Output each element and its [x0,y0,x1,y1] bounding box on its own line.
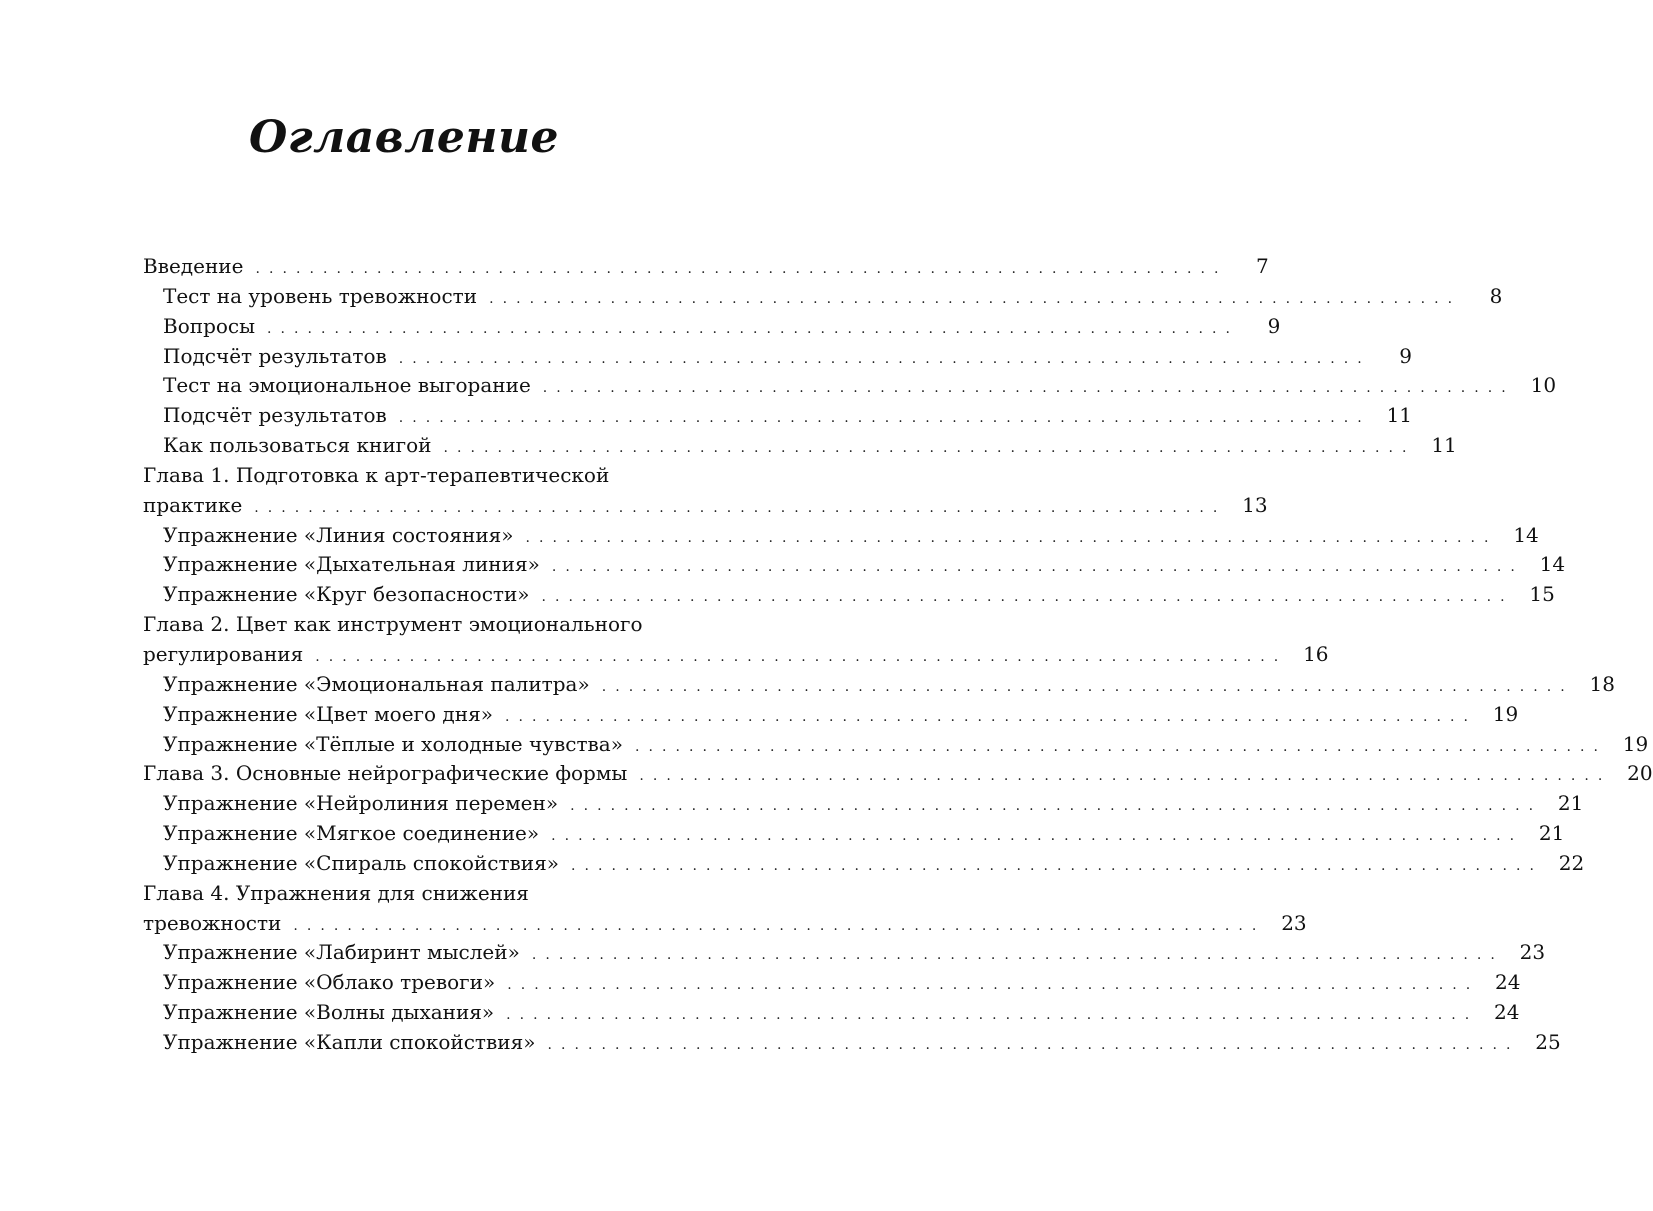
toc-entry-page-number: 22 [1558,850,1585,875]
dot-leader: . . . . . . . . . . . . . . . . . . . . . . . . . . . . . . . . . . . . . . . . . . . . . . . . . . . . . . . . . . . . . . . . . . . . . . . . [570,857,1537,874]
toc-entry[interactable] [143,401,1413,431]
toc-entry-label: Тест на уровень тревожности [163,283,478,308]
dot-leader: . . . . . . . . . . . . . . . . . . . . . . . . . . . . . . . . . . . . . . . . . . . . . . . . . . . . . . . . . . . . . . . . . . . . . . . . [547,1036,1513,1053]
toc-entry[interactable] [143,909,1307,939]
toc-entry-page-number: 14 [1513,522,1539,547]
dot-leader: . . . . . . . . . . . . . . . . . . . . . . . . . . . . . . . . . . . . . . . . . . . . . . . . . . . . . . . . . . . . . . . . . . . . . . . . [507,977,1473,994]
toc-entry-page-number: 18 [1589,671,1615,696]
toc-entry-label: Упражнение «Тёплые и холодные чувства» [163,731,623,756]
dot-leader: . . . . . . . . . . . . . . . . . . . . . . . . . . . . . . . . . . . . . . . . . . . . . . . . . . . . . . . . . . . . . . . . . . . . . . . . [255,261,1221,277]
dot-leader: . . . . . . . . . . . . . . . . . . . . . . . . . . . . . . . . . . . . . . . . . . . . . . . . . . . . . . . . . . . . . . . . . . . . . . . . [489,290,1455,307]
toc-entry-page-number: 10 [1530,373,1557,398]
dot-leader: . . . . . . . . . . . . . . . . . . . . . . . . . . . . . . . . . . . . . . . . . . . . . . . . . . . . . . . . . . . . . . . . . . . . . . . . [634,738,1601,755]
toc-entry-label: Глава 2. Цвет как инструмент эмоционального [143,612,643,637]
dot-leader: . . . . . . . . . . . . . . . . . . . . . . . . . . . . . . . . . . . . . . . . . . . . . . . . . . . . . . . . . . . . . . . . . . . . . . . . [398,350,1365,367]
toc-entry-page-number: 19 [1622,731,1649,756]
toc-entry[interactable] [143,550,1566,580]
toc-entry[interactable] [143,730,1649,760]
toc-entry[interactable] [143,879,715,909]
dot-leader: . . . . . . . . . . . . . . . . . . . . . . . . . . . . . . . . . . . . . . . . . . . . . . . . . . . . . . . . . . . . . . . . . . . . . . . . [267,320,1233,337]
page-title: Оглавление [249,112,559,163]
dot-leader: . . . . . . . . . . . . . . . . . . . . . . . . . . . . . . . . . . . . . . . . . . . . . . . . . . . . . . . . . . . . . . . . . . . . . . . . [551,559,1518,576]
toc-entry-label: регулирования [143,641,304,666]
dot-leader: . . . . . . . . . . . . . . . . . . . . . . . . . . . . . . . . . . . . . . . . . . . . . . . . . . . . . . . . . . . . . . . . . . . . . . . . [443,440,1409,457]
toc-entry-page-number: 11 [1386,403,1413,428]
toc-entry-label: Упражнение «Линия состояния» [163,522,514,547]
toc-entry-page-number: 21 [1538,821,1565,846]
toc-entry[interactable] [143,371,1557,401]
toc-entry[interactable] [143,431,1457,461]
toc-entry-page-number: 24 [1494,1000,1520,1025]
toc-entry-label: Упражнение «Спираль спокойствия» [163,850,559,875]
toc-entry-page-number: 13 [1242,492,1268,517]
toc-entry-page-number: 24 [1495,970,1521,995]
toc-entry-page-number: 14 [1539,552,1566,577]
dot-leader: . . . . . . . . . . . . . . . . . . . . . . . . . . . . . . . . . . . . . . . . . . . . . . . . . . . . . . . . . . . . . . . . . . . . . . . . [551,828,1517,845]
toc-entry[interactable] [143,670,1615,700]
toc-entry-label: Упражнение «Облако тревоги» [163,970,496,995]
toc-entry[interactable] [143,252,1269,282]
toc-entry-page-number: 21 [1557,791,1584,816]
toc-entry-page-number: 7 [1256,254,1269,278]
toc-entry-page-number: 9 [1399,343,1413,368]
toc-entry[interactable] [143,849,1585,879]
toc-entry-label: Глава 1. Подготовка к арт-терапевтической [143,462,610,487]
toc-entry-page-number: 19 [1492,701,1519,726]
toc-entry-label: Упражнение «Нейролиния перемен» [163,791,559,816]
toc-entry[interactable] [143,580,1555,610]
toc-entry-page-number: 23 [1281,910,1307,935]
toc-entry[interactable] [143,610,715,640]
toc-entry-label: Упражнение «Эмоциональная палитра» [163,671,590,696]
toc-entry[interactable] [143,819,1565,849]
toc-entry-page-number: 20 [1627,761,1653,786]
toc-entry-page-number: 16 [1303,641,1329,666]
toc-entry-page-number: 8 [1489,283,1503,308]
dot-leader: . . . . . . . . . . . . . . . . . . . . . . . . . . . . . . . . . . . . . . . . . . . . . . . . . . . . . . . . . . . . . . . . . . . . . . . . [254,499,1220,516]
toc-entry[interactable] [143,968,1521,998]
toc-entry-label: Глава 4. Упражнения для снижения [143,880,529,905]
toc-entry-label: Введение [143,254,244,278]
dot-leader: . . . . . . . . . . . . . . . . . . . . . . . . . . . . . . . . . . . . . . . . . . . . . . . . . . . . . . . . . . . . . . . . . . . . . . . . [398,410,1365,427]
toc-entry-page-number: 15 [1529,582,1555,607]
toc-entry[interactable] [143,700,1519,730]
toc-entry[interactable] [143,342,1413,372]
toc-entry-label: Вопросы [163,313,256,338]
dot-leader: . . . . . . . . . . . . . . . . . . . . . . . . . . . . . . . . . . . . . . . . . . . . . . . . . . . . . . . . . . . . . . . . . . . . . . . . [570,798,1536,815]
toc-entry-page-number: 25 [1535,1029,1561,1054]
toc-entry[interactable] [143,998,1520,1028]
toc-entry-label: Упражнение «Капли спокойствия» [163,1029,536,1054]
toc-entry[interactable] [143,491,1268,521]
toc-entry-label: практике [143,492,243,517]
dot-leader: . . . . . . . . . . . . . . . . . . . . . . . . . . . . . . . . . . . . . . . . . . . . . . . . . . . . . . . . . . . . . . . . . . . . . . . . [541,589,1507,606]
toc-entry-label: Подсчёт результатов [163,343,387,368]
toc-entry-label: тревожности [143,910,282,935]
toc-entry[interactable] [143,461,715,491]
toc-entry-label: Подсчёт результатов [163,403,387,428]
dot-leader: . . . . . . . . . . . . . . . . . . . . . . . . . . . . . . . . . . . . . . . . . . . . . . . . . . . . . . . . . . . . . . . . . . . . . . . . [531,947,1498,964]
toc-entry-label: Как пользоваться книгой [163,433,432,458]
toc-entry[interactable] [143,282,1503,312]
toc-entry-label: Упражнение «Дыхательная линия» [163,552,540,577]
toc-entry-page-number: 9 [1267,313,1281,338]
toc-entry[interactable] [143,1028,1561,1058]
toc-entry[interactable] [143,759,1653,789]
toc-entry-label: Упражнение «Цвет моего дня» [163,701,493,726]
toc-entry-page-number: 11 [1431,433,1457,458]
toc-entry-label: Упражнение «Мягкое соединение» [163,821,540,846]
dot-leader: . . . . . . . . . . . . . . . . . . . . . . . . . . . . . . . . . . . . . . . . . . . . . . . . . . . . . . . . . . . . . . . . . . . . . . . . [639,768,1605,785]
dot-leader: . . . . . . . . . . . . . . . . . . . . . . . . . . . . . . . . . . . . . . . . . . . . . . . . . . . . . . . . . . . . . . . . . . . . . . . . [293,917,1259,934]
toc-entry[interactable] [143,312,1281,342]
toc-entry-label: Упражнение «Волны дыхания» [163,1000,495,1025]
dot-leader: . . . . . . . . . . . . . . . . . . . . . . . . . . . . . . . . . . . . . . . . . . . . . . . . . . . . . . . . . . . . . . . . . . . . . . . . [504,708,1471,725]
toc-entry-label: Тест на эмоциональное выгорание [163,373,531,398]
dot-leader: . . . . . . . . . . . . . . . . . . . . . . . . . . . . . . . . . . . . . . . . . . . . . . . . . . . . . . . . . . . . . . . . . . . . . . . . [506,1007,1472,1024]
toc-entry-page-number: 23 [1519,940,1546,965]
toc-entry[interactable] [143,640,1329,670]
dot-leader: . . . . . . . . . . . . . . . . . . . . . . . . . . . . . . . . . . . . . . . . . . . . . . . . . . . . . . . . . . . . . . . . . . . . . . . . [542,380,1509,397]
dot-leader: . . . . . . . . . . . . . . . . . . . . . . . . . . . . . . . . . . . . . . . . . . . . . . . . . . . . . . . . . . . . . . . . . . . . . . . . [525,529,1491,546]
toc-entry[interactable] [143,789,1584,819]
toc-entry-label: Упражнение «Круг безопасности» [163,582,530,607]
toc-entry[interactable] [143,521,1539,551]
dot-leader: . . . . . . . . . . . . . . . . . . . . . . . . . . . . . . . . . . . . . . . . . . . . . . . . . . . . . . . . . . . . . . . . . . . . . . . . [601,678,1567,695]
toc-entry-label: Упражнение «Лабиринт мыслей» [163,940,520,965]
toc-entry-label: Глава 3. Основные нейрографические формы [143,761,628,786]
table-of-contents [143,252,1653,1058]
toc-entry[interactable] [143,938,1546,968]
dot-leader: . . . . . . . . . . . . . . . . . . . . . . . . . . . . . . . . . . . . . . . . . . . . . . . . . . . . . . . . . . . . . . . . . . . . . . . . [315,648,1281,665]
